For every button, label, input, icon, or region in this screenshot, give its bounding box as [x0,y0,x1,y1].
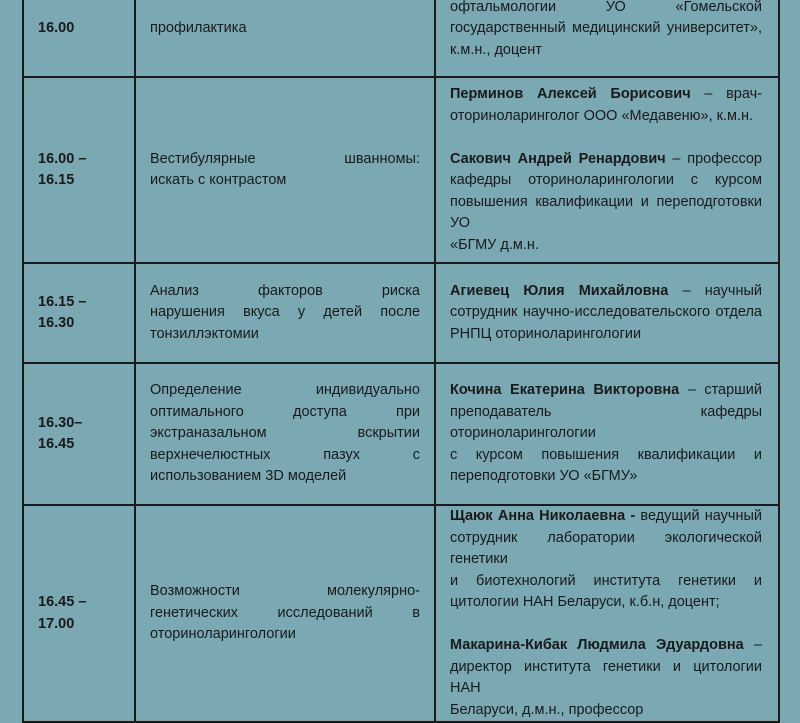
time-text: 16.15 – [38,293,87,310]
topic-text: искать с контрастом [150,172,287,188]
speaker-entry [450,506,762,614]
speaker-description: переподготовки УО «БГМУ» [450,468,638,485]
speaker-name: Сакович Андрей Ренардович [450,150,666,167]
time-cell [23,0,135,77]
speaker-line [450,324,762,346]
program-row [23,0,779,77]
time-cell [23,77,135,263]
speaker-line [450,528,762,571]
topic-cell [135,0,435,77]
speaker-description: ведущий научный [635,508,762,524]
topic-text: тонзиллэктомии [150,325,259,342]
speaker-description: сотрудник лаборатории экологической генетики [450,529,762,567]
speaker-line [450,302,762,324]
speaker-entry [450,0,762,61]
speaker-line [450,635,762,657]
speaker-line [450,571,762,593]
topic-text: Возможности молекулярно- [150,583,420,600]
speaker-name: Перминов Алексей Борисович [450,86,691,102]
speaker-line [450,235,762,257]
topic-text: Анализ факторов риска [150,282,420,299]
time-text: 16.30 [38,315,75,331]
speaker-name: Агиевец Юлия Михайловна [450,282,669,299]
topic-text: оптимального доступа при [150,403,420,420]
time-text: 16.30– [38,414,83,431]
speaker-description: кафедры оториноларингологии с курсом [450,172,762,188]
time-text: 16.00 – [38,150,87,167]
speaker-line [450,18,762,40]
speaker-description: сотрудник научно-исследовательского отдела [450,304,762,321]
speaker-line [450,170,762,192]
speaker-entry [450,380,762,488]
speaker-line [450,700,762,722]
speaker-name: Макарина-Кибак Людмила Эдуардовна [450,637,744,653]
topic-cell [135,77,435,263]
speaker-description: цитологии НАН Беларуси, к.б.н, доцент; [450,594,720,610]
time-cell [23,363,135,505]
speaker-line [450,106,762,128]
time-text: 16.00 [38,20,75,37]
topic-text: нарушения вкуса у детей после [150,304,420,321]
speaker-line [450,281,762,303]
speaker-entry [450,149,762,257]
time-text: 17.00 [38,615,75,632]
speaker-line [450,592,762,614]
speaker-cell [435,0,779,77]
program-row [23,363,779,505]
speaker-description: – профессор [665,150,762,167]
speaker-description: РНПЦ оториноларингологии [450,325,642,342]
speaker-name: Кочина Екатерина Викторовна [450,382,680,399]
topic-cell [135,363,435,505]
speaker-description: директор института генетики и цитологии НАН [450,658,762,696]
topic-cell [135,263,435,363]
topic-text: использованием 3D моделей [150,468,347,485]
topic-text: верхнечелюстных пазух с [150,446,420,463]
speaker-description: «БГМУ д.м.н. [450,236,539,253]
program-row [23,77,779,263]
speaker-line [450,506,762,528]
speaker-line [450,466,762,488]
speaker-cell [435,77,779,263]
speaker-description: – [743,637,762,653]
speaker-description: Беларуси, д.м.н., профессор [450,701,644,718]
time-cell [23,505,135,722]
speaker-description: к.м.н., доцент [450,41,542,58]
topic-text: Определение индивидуально [150,382,420,399]
topic-cell [135,505,435,722]
speaker-line [450,84,762,106]
topic-text: Вестибулярные шванномы: [150,150,420,167]
speaker-description: офтальмологии УО «Гомельской [450,0,762,15]
speaker-line [450,40,762,62]
speaker-line [450,0,762,18]
speaker-name: Щаюк Анна Николаевна - [450,508,636,524]
speaker-description: – врач- [690,86,762,102]
topic-text: экстраназальном вскрытии [150,425,420,442]
speaker-entry [450,635,762,721]
time-text: 16.15 [38,172,75,188]
speaker-line [450,192,762,235]
speaker-line [450,657,762,700]
program-row [23,263,779,363]
topic-text: генетических исследований в [150,604,420,621]
speaker-line [450,402,762,445]
topic-text: оториноларингологии [150,626,296,643]
time-text: 16.45 [38,436,75,452]
speaker-description: повышения квалификации и переподготовки УО [450,193,762,231]
time-cell [23,263,135,363]
speaker-description: оториноларинголог ООО «Медавеню», к.м.н. [450,107,754,124]
speaker-description: государственный медицинский университет», [450,20,762,37]
speaker-cell [435,505,779,722]
speaker-description: – научный [668,282,762,299]
speaker-line [450,149,762,171]
speaker-cell [435,363,779,505]
topic-text: профилактика [150,20,247,37]
speaker-line [450,445,762,467]
speaker-line [450,380,762,402]
speaker-description: и биотехнологий института генетики и [450,572,762,589]
speaker-cell [435,263,779,363]
program-row [23,505,779,722]
speaker-description: преподаватель кафедры оториноларингологии [450,403,762,442]
speaker-entry [450,281,762,346]
speaker-description: с курсом повышения квалификации и [450,446,762,463]
program-table [22,0,780,723]
speaker-description: – старший [679,382,763,399]
time-text: 16.45 – [38,594,87,610]
speaker-entry [450,84,762,127]
